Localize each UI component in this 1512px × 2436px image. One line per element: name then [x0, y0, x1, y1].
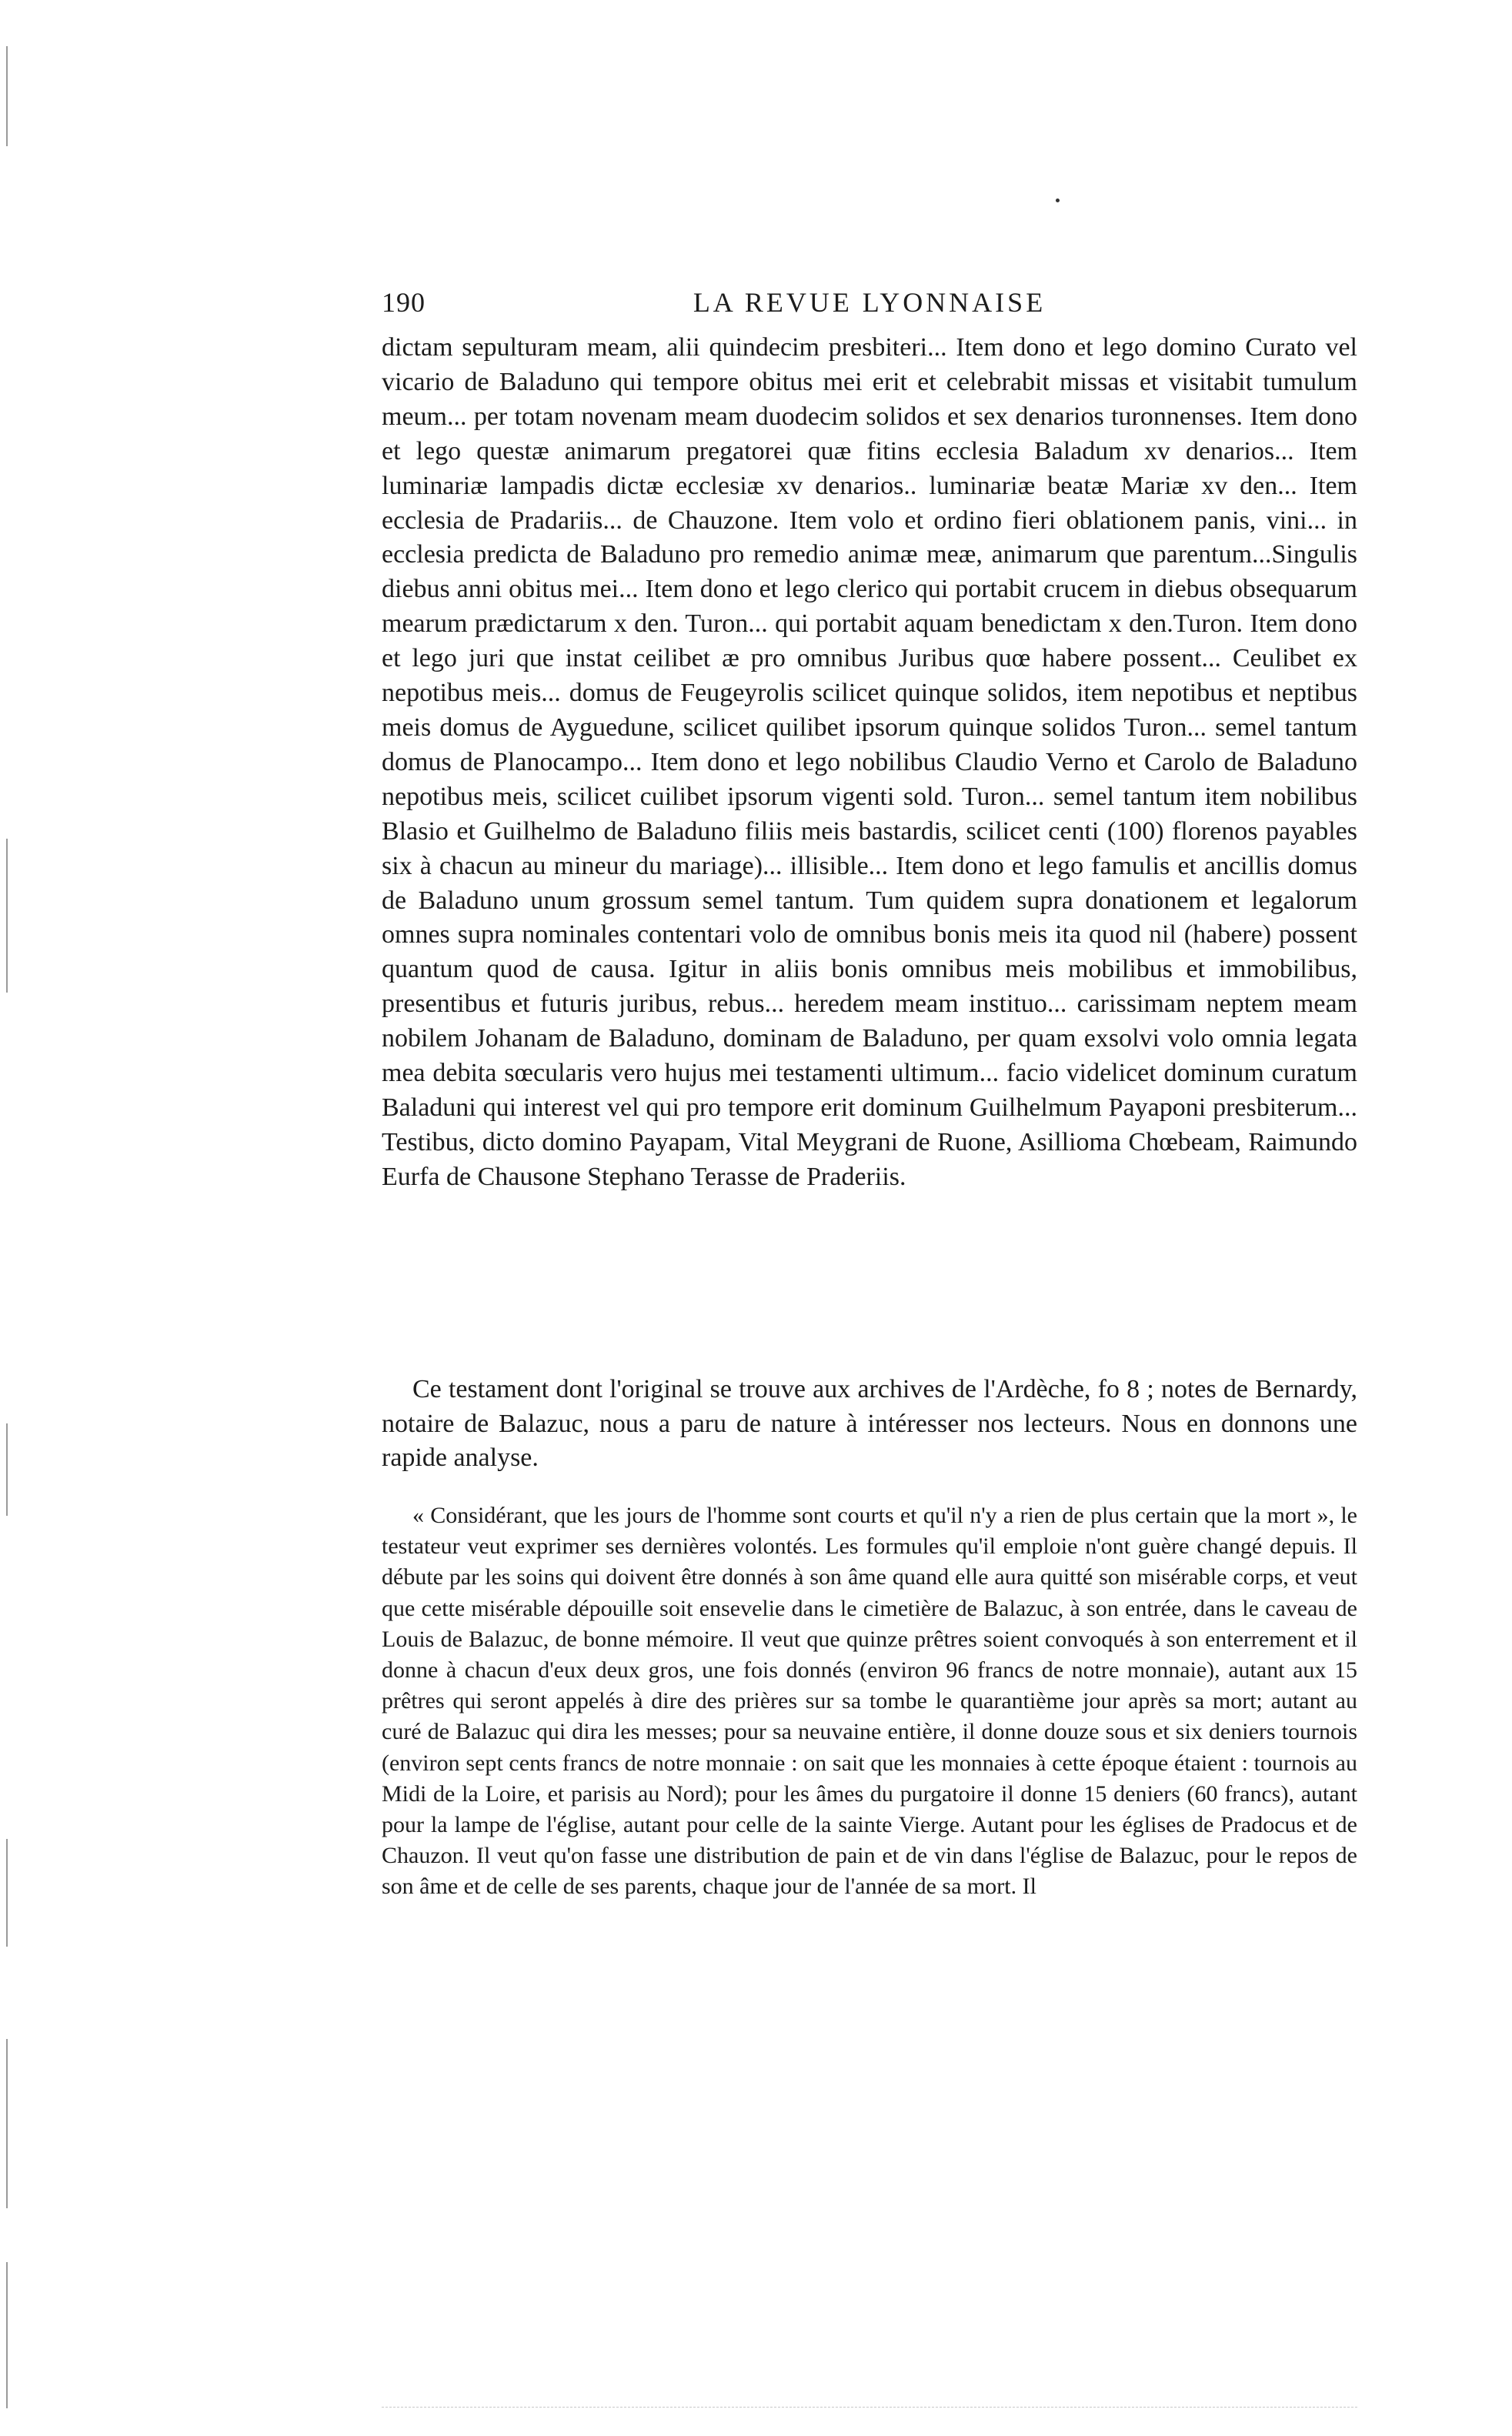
scan-margin-line	[6, 2262, 8, 2408]
scan-margin-line	[6, 2039, 8, 2208]
page-header	[382, 286, 1357, 325]
scan-margin-line	[6, 839, 8, 993]
scan-margin-line	[6, 46, 8, 146]
running-title: LA REVUE LYONNAISE	[693, 287, 1046, 318]
bottom-rule	[382, 2407, 1357, 2408]
latin-testament-text: dictam sepulturam meam, alii quindecim presbiteri... Item dono et lego domino Curato vel vicario de Baladuno qui tempore obitus mei erit et celebrabit missas et visitabit tumulum meum... per totam novenam meam duodecim solidos et sex denarios turonnenses. Item dono et lego questæ animarum pregatorei quæ fitins ecclesia Baladum xv denarios... Item luminariæ lampadis dictæ ecclesiæ xv denarios.. luminariæ beatæ Mariæ xv den... Item ecclesia de Pradariis... de Chauzone. Item volo et ordino fieri oblationem panis, vini... in ecclesia predicta de Baladuno pro remedio animæ meæ, animarum que parentum...Singulis diebus anni obitus mei... Item dono et lego clerico qui portabit crucem in diebus obsequarum mearum prædictarum x den. Turon... qui portabit aquam benedictam x den.Turon. Item dono et lego juri que instat ceilibet æ pro omnibus Juribus quœ habere possent... Ceulibet ex nepotibus meis... domus de Feugeyrolis scilicet quinque solidos, item nepotibus et neptibus meis domus de Ayguedune, scilicet quilibet ipsorum quinque solidos Turon... semel tantum domus de Planocampo... Item dono et lego nobilibus Claudio Verno et Carolo de Baladuno nepotibus meis, scilicet cuilibet ipsorum vigenti sold. Turon... semel tantum item nobilibus Blasio et Guilhelmo de Baladuno filiis meis bastardis, scilicet centi (100) florenos payables six à chacun au mineur du mariage)... illisible... Item dono et lego famulis et ancillis domus de Baladuno unum grossum semel tantum. Tum quidem supra donationem et legalorum omnes supra nominales contentari volo de omnibus bonis meis ita quod nil (habere) possent quantum quod de causa. Igitur in aliis bonis omnibus meis mobilibus et immobilibus, presentibus et futuris juribus, rebus... heredem meam instituo... carissimam neptem meam nobilem Johanam de Baladuno, dominam de Baladuno, per quam exsolvi volo omnia legata mea debita sœcularis vero hujus mei testamenti ultimum... facio videlicet dominum curatum Baladuni qui interest vel qui pro tempore erit dominum Guilhelmum Payaponi presbiterum... Testibus, dicto domino Payapam, Vital Meygrani de Ruone, Asillioma Chœbeam, Raimundo Eurfa de Chausone Stephano Terasse de Praderiis.	[382, 333, 1357, 1191]
scan-margin-line	[6, 1423, 8, 1516]
scan-speck	[1056, 199, 1060, 202]
page-number: 190	[382, 287, 426, 318]
analysis-paragraph: « Considérant, que les jours de l'homme sont courts et qu'il n'y a rien de plus certain que la mort », le testateur veut exprimer ses dernières volontés. Les formules qu'il emploie n'ont guère changé depuis. Il débute par les soins qui doivent être donnés à son âme quand elle aura quitté son misérable corps, et veut que cette misérable dépouille soit ensevelie dans le cimetière de Balazuc, à son entrée, dans le caveau de Louis de Balazuc, de bonne mémoire. Il veut que quinze prêtres soient convoqués à son enterrement et il donne à chacun d'eux deux gros, une fois donnés (environ 96 francs de notre monnaie), autant aux 15 prêtres qui seront appelés à dire des prières sur sa tombe le quarantième jour après sa mort; autant au curé de Balazuc qui dira les messes; pour sa neuvaine entière, il donne douze sous et six deniers tournois (environ sept cents francs de notre monnaie : on sait que les monnaies à cette époque étaient : tournois au Midi de la Loire, et parisis au Nord); pour les âmes du purgatoire il donne 15 deniers (60 francs), autant pour la lampe de l'église, autant pour celle de la sainte Vierge. Autant pour les églises de Pradocus et de Chauzon. Il veut qu'on fasse une distribution de pain et de vin dans l'église de Balazuc, pour le repos de son âme et de celle de ses parents, chaque jour de l'année de sa mort. Il	[382, 1503, 1357, 1900]
commentary-paragraph: Ce testament dont l'original se trouve aux archives de l'Ardèche, fo 8 ; notes de Bernardy, notaire de Balazuc, nous a paru de nature à intéresser nos lecteurs. Nous en donnons une rapide analyse.	[382, 1375, 1357, 1473]
scan-margin-line	[6, 1839, 8, 1947]
